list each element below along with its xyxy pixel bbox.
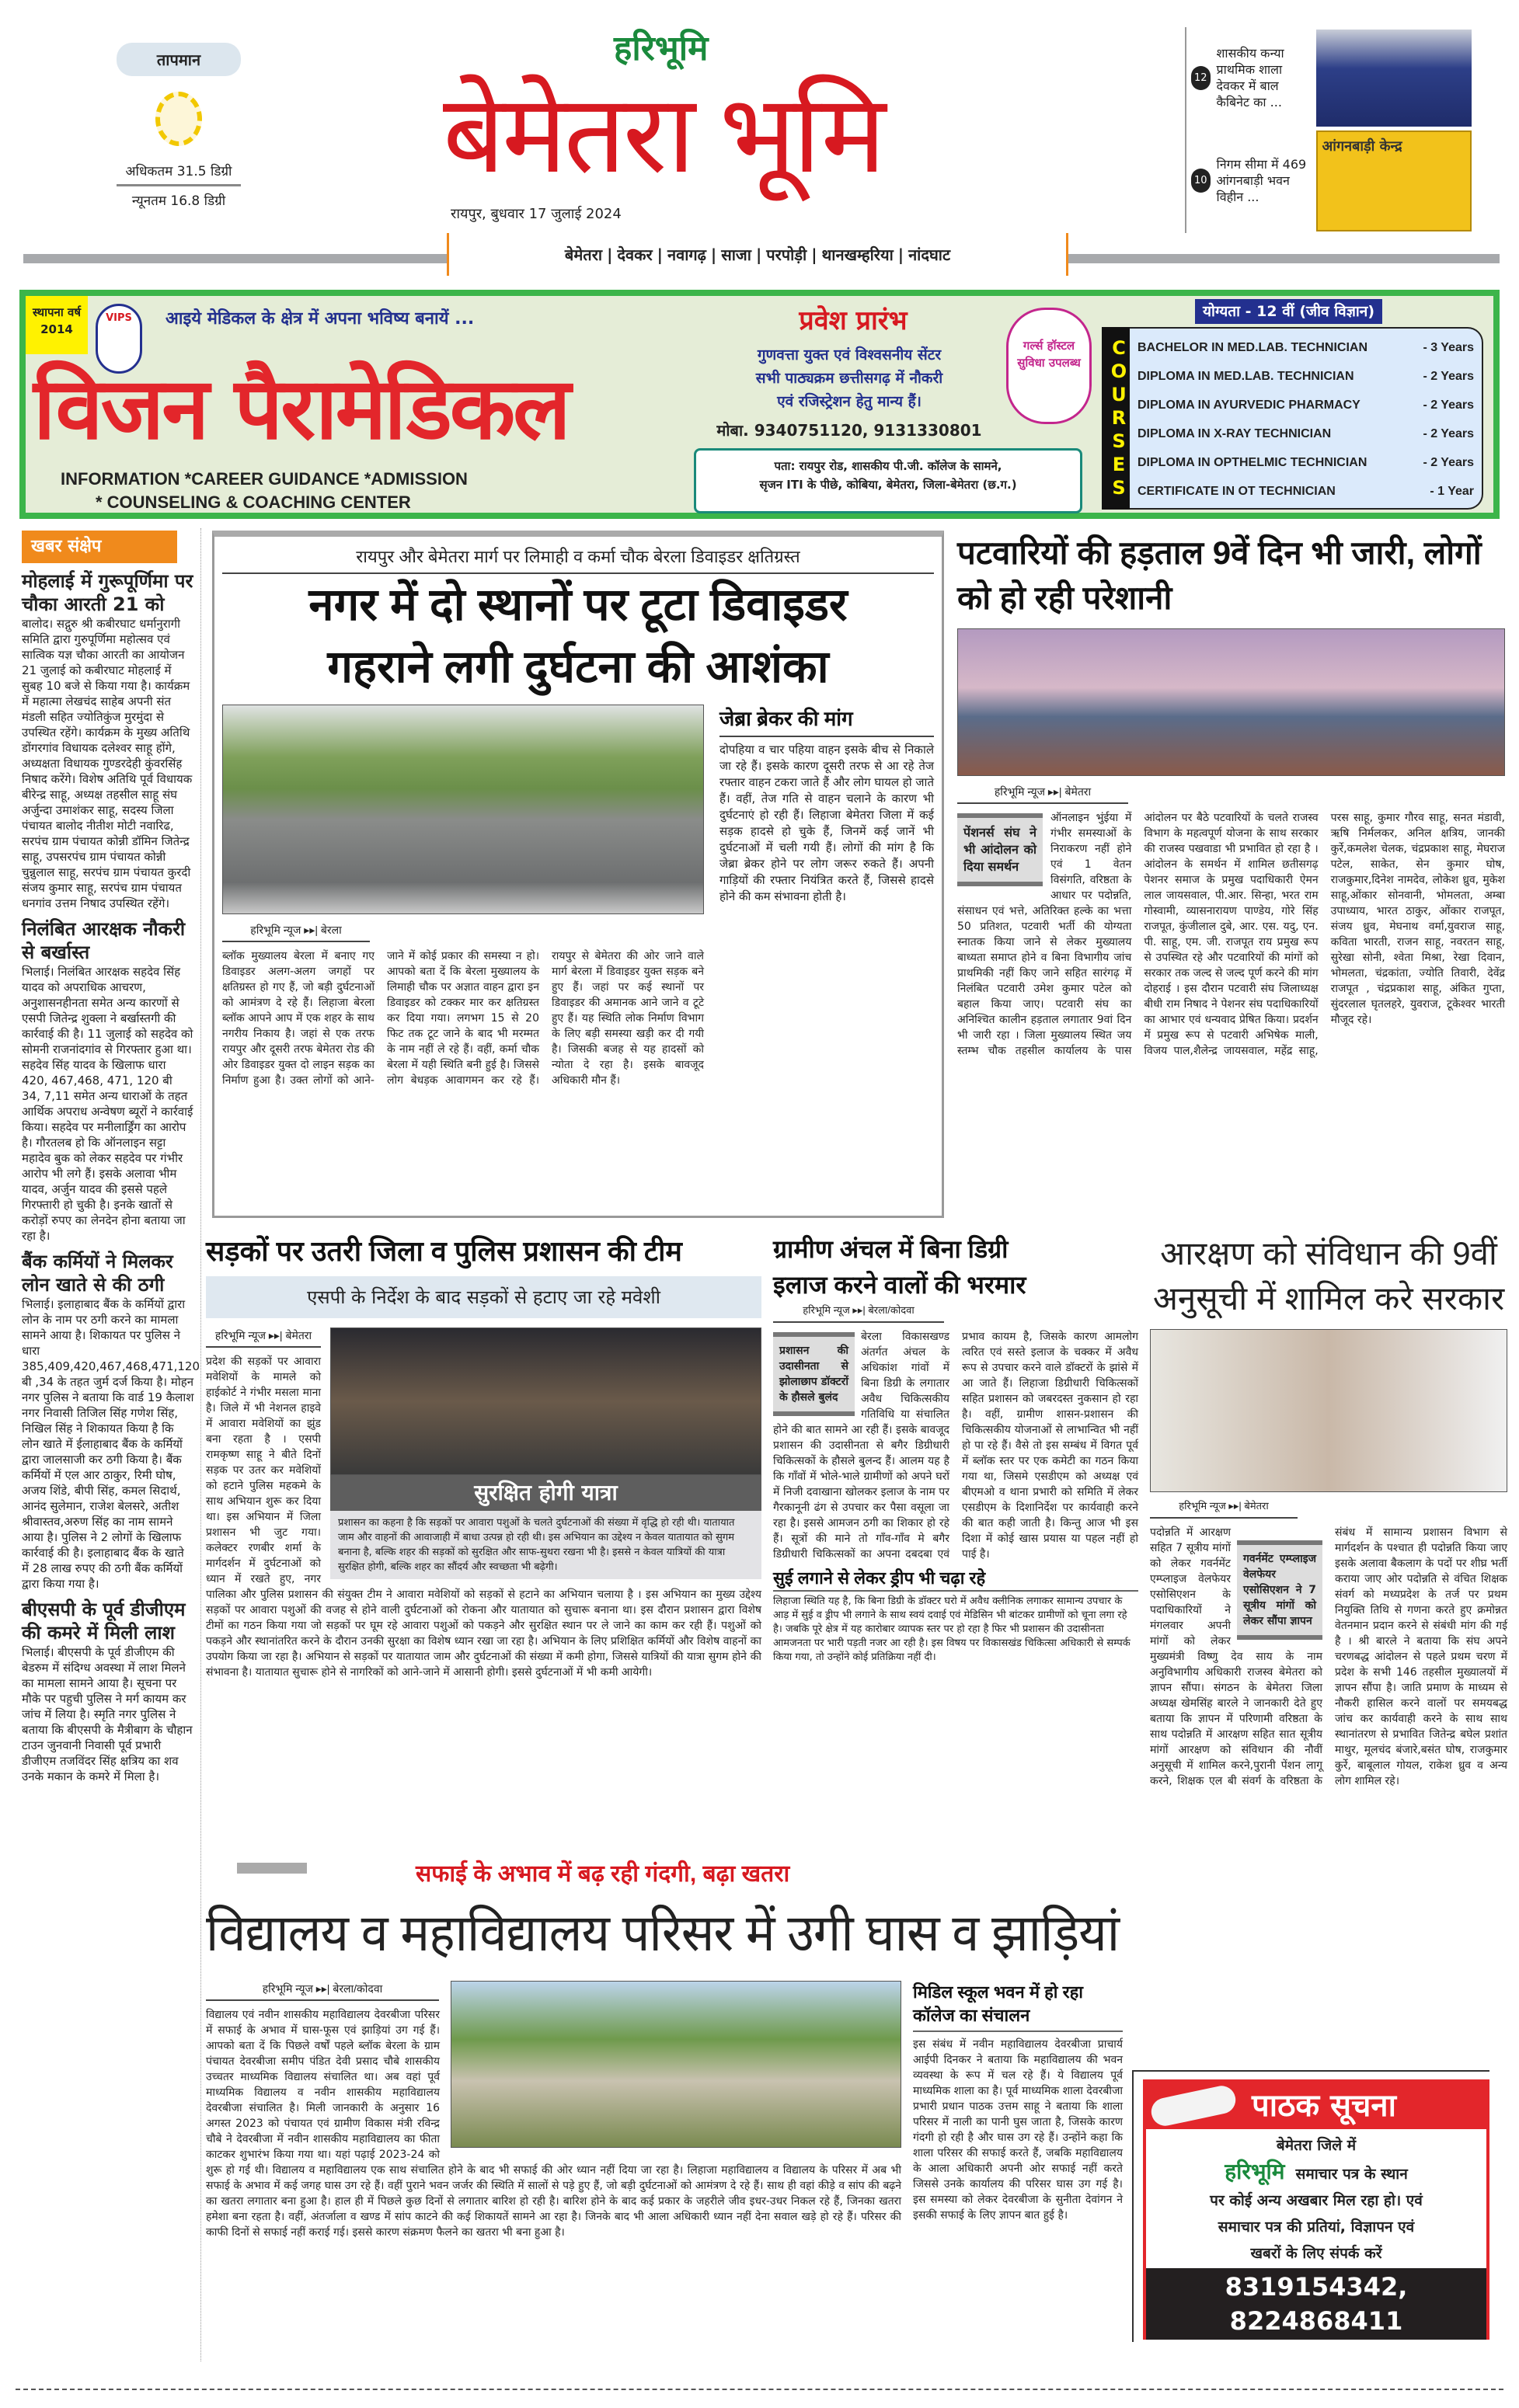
ad-phone: मोबा. 9340751120, 9131330801	[716, 421, 982, 440]
info-box: प्रशासन का कहना है कि सड़कों पर आवारा पशुओं के चलते दुर्घटनाओं की संख्या में वृद्धि हो रही थी। यातायात जाम और वाहनों की आवाजाही में बाधा उत्पन्न हो रही थी। इस अभियान का उद्देश्य न केवल यातायात को सुगम बनाना है, बल्कि शहर की सड़कों को सुरक्षित और साफ-सुथरा रखना भी है। इससे न केवल यात्रियों की यात्रा सुरक्षित होगी, बल्कि शहर का सौंदर्य और स्वच्छता भी बढ़ेगी।	[330, 1511, 761, 1579]
course-name: DIPLOMA IN MED.LAB. TECHNICIAN	[1138, 370, 1354, 383]
course-name: DIPLOMA IN X-RAY TECHNICIAN	[1138, 427, 1332, 440]
story-text: विद्यालय एवं नवीन शासकीय महाविद्यालय देवरबीजा परिसर में सफाई के अभाव में घास-फूस एवं झाड़ियां उग गई हैं। आपको बता दें कि पिछले वर्षों पहले ब्लॉक बेरला के ग्राम पंचायत देवरबीजा समीप पंडित देवी प्रसाद चौबे शासकीय उच्चतर माध्यमिक विद्यालय संचालित था। अब वहां पूर्व माध्यमिक विद्यालय व नवीन शासकीय महाविद्यालय देवरबीजा संचालित है। मिली जानकारी के अनुसार 16 अगस्त 2023 को पंचायत एवं ग्रामीण विकास मंत्री रविन्द्र चौबे ने देवरबीजा में नवीन शासकीय महाविद्यालय का फीता काटकर शुभारंभ किया गया था। यहां पढ़ाई 2023-24 को शुरू हो गई थी। विद्यालय व महाविद्यालय एक साथ संचालित होने के बाद भी सफाई की ओर ध्यान नहीं दिया जा रहा है। लिहाजा महाविद्यालय व विद्यालय के परिसर में अब भी सफाई के अभाव में कई जगह घास उग रहे हैं। वहीं पुराने भवन जर्जर की स्थिति में सालों से पड़े हुए हैं, जो बड़ी दुर्घटनाओं को आमंत्रण दे रहे हैं। साथ ही वहां कीड़े व सांप की बढ़ने का खतरा लगातार बना हुआ है। हाल ही में पिछले कुछ दिनों से लगातार बारिश हो रही है। बारिश होने के बाद कई प्रकार के जहरीले जीव इधर-उधर निकल रहे हैं, जिनका खतरा हमेशा बना रहता है। वहीं, अंतर्जाला व खण्ड में सांप काटने की कई शिकायतें सामने आ रहा है। जिनके बाद भी आला अधिकारी ध्यान नहीं देना सवाल खड़े हो रहे हैं। परिसर की काफी दिनों से सफाई नहीं कराई गई। इससे कारण संक्रमण फैलने का खतरा भी बना हुआ है।	[206, 2009, 901, 2239]
edition-places	[447, 233, 1068, 276]
brief-text: भिलाई। निलंबित आरक्षक सहदेव सिंह यादव को अपराधिक आचरण, अनुशासनहीनता समेत अन्य कारणों से एसपी जितेन्द्र शुक्ला ने बर्खास्तगी की कार्रवाई की है। 11 जुलाई को सहदेव को सोमनी राजनांदगांव से गिरफ्तार हुआ था। सहदेव सिंह यादव के खिलाफ धारा 420, 467,468, 471, 120 बी 34, 7,11 समेत अन्य धाराओं के तहत आर्थिक अपराध अन्वेषण ब्यूरों ने कार्रवाई किया। सहदेव पर मनीलार्ड्रिंग का आरोप है। गौरतलब हो कि ऑनलाइन सट्टा महादेव बुक को लेकर सहदेव पर गंभीर आरोप भी लगे हैं। इसके अलावा भीम यादव, अर्जुन यादव की इससे पहले गिरफ्तारी हो चुकी है। इनके खातों से करोड़ों रुपए का लेनदेन होना बताया जा रहा है।	[22, 965, 193, 1243]
byline: हरिभूमि न्यूज ▸▸| बेमेतरा	[1150, 1498, 1298, 1519]
weather-label: तापमान	[117, 43, 241, 76]
brief-text: भिलाई। बीएसपी के पूर्व डीजीएम की बेडरुम में संदिग्ध अवस्था में लाश मिलने का मामला सामने आया है। सूचना पर मौके पर पहुची पुलिस ने मर्ग कायम कर जांच में लिया है। स्मृति नगर पुलिस ने बताया कि बीएसपी के मैत्रीबाग के चौहान टाउन जुनवानी निवासी पूर्व प्रभारी डीजीएम तजविंदर सिंह क्षत्रिय का शव उनके मकान के कमरे में मिला है।	[22, 1645, 193, 1783]
teaser-box	[1185, 27, 1507, 233]
protest-photo	[957, 628, 1505, 776]
story-kicker: रायपुर और बेमेतरा मार्ग पर लिमाही व कर्मा चौक बेरला डिवाइडर क्षतिग्रस्त	[222, 545, 934, 574]
teaser-text: शासकीय कन्या प्राथमिक शाला देवकर में बाल कैबिनेट का ...	[1216, 46, 1284, 110]
notice-line1: बेमेतरा जिले में	[1276, 2137, 1357, 2154]
brief-item	[22, 569, 194, 911]
pull-quote: प्रशासन की उदासीनता से झोलाछाप डॉक्टरों के हौसले बुलंद	[773, 1332, 855, 1416]
brief-item	[22, 1250, 200, 1592]
story-text: प्रदेश की सड़कों पर आवारा मवेशियों के मामले को हाईकोर्ट ने गंभीर मसला माना है। जिले में भी नेशनल हाइवे में आवारा मवेशियों का झुंड बना रहता है । एसपी रामकृष्ण साहू ने बीते दिनों सड़क पर उतर कर मवेशियों को हटाने पुलिस महकमे के साथ अभियान शुरू कर दिया था। इस अभियान में जिला प्रशासन भी जुट गया। कलेक्टर रणबीर शर्मा के मार्गदर्शन में दुर्घटनाओं को ध्यान में रखते हुए, नगर पालिका और पुलिस प्रशासन की संयुक्त टीम ने आवारा मवेशियों को सड़कों से हटाने का अभियान चलाया है । इस अभियान का मुख्य उद्देश्य सड़कों पर आवारा पशुओं की वजह से होने वाली दुर्घटनाओं को रोकना और यातायात को सुचारू बनाना था। इस दौरान प्रशासन द्वारा विशेष टीमों का गठन किया गया जो सड़कों पर घूम रहे आवारा पशुओं को पकड़ने और सुरक्षित स्थान पर ले जाने का काम कर रही हैं। पशुओं को पकड़ने और स्थानांतरित करने के दौरान उनकी सुरक्षा का विशेष ध्यान रखा जा रहा है। अभियान के लिए प्रशिक्षित कर्मियों और विशेष वाहनों का उपयोग किया जा रहा है। अभियान से सड़कों पर यातायात जाम और दुर्घटनाओं की संख्या में कमी होगा, जिससे यात्रियों की यात्रा सुगम होने की संभावना है। यातायात सुचारू होने से नागरिकों को आने-जाने में आसानी होगी। इससे दुर्घटनाओं में भी कमी आयेगी।	[206, 1355, 761, 1679]
reader-notice	[1132, 2070, 1489, 2342]
sub-headline: सुई लगाने से लेकर ड्रीप भी चढ़ा रहे	[773, 1567, 1138, 1592]
sun-icon	[155, 92, 202, 146]
quack-doctors-story	[773, 1231, 1138, 1665]
haribhoomi-logo: हरिभूमि	[1225, 2159, 1285, 2184]
dateline: रायपुर, बुधवार 17 जुलाई 2024	[451, 206, 622, 222]
courses-list	[1130, 327, 1483, 510]
courses-vertical-label: COURSES	[1102, 327, 1130, 510]
brief-headline: निलंबित आरक्षक नौकरी से बर्खास्त	[22, 918, 186, 963]
story-headline: आरक्षण को संविधान की 9वीं अनुसूची में शामिल करे सरकार	[1152, 1235, 1505, 1317]
institute-name: विजन पैरामेडिकल	[33, 359, 569, 458]
byline: हरिभूमि न्यूज ▸▸| बेरला/कोदवा	[773, 1303, 944, 1323]
separator: |	[897, 245, 904, 264]
story-headline-2: गहराने लगी दुर्घटना की आशंका	[327, 642, 829, 692]
course-duration: - 2 Years	[1423, 398, 1474, 412]
brief-headline: मोहलाई में गुरूपूर्णिमा पर चौका आरती 21 को	[22, 570, 193, 615]
masthead	[443, 27, 1096, 229]
brief-text: भिलाई। इलाहाबाद बैंक के कर्मियों द्वारा लोन के नाम पर ठगी करने का मामला सामने आया है। शिकायत पर पुलिस ने धारा 385,409,420,467,468,471,120 बी ,34 के तहत जुर्म दर्ज किया है। मोहन नगर पुलिस ने बताया कि वार्ड 19 कैलाश नगर निवासी तिजिल सिंह गणेश सिंह, निखिल सिंह ने शिकायत किया है कि लोन खाते में ईलाहाबाद बैंक के कर्मियों द्वारा जालसाजी कर ठगी किया है। बैंक कर्मियों में एल आर ठाकुर, रिमी घोष, अजय शिंडे, बीपी सिंह, कमल सिदार्थ, आनंद सुलेमान, राजेश बेलसरे, अतीश श्रीवास्तव,अरुण सिंह का नाम सामने आया है। पुलिस ने 2 लोगों के खिलाफ कार्रवाई की है। इलाहाबाद बैंक के खाते में 28 लाख रुपए की ठगी बैंक कर्मियों द्वारा किया गया है।	[22, 1297, 200, 1591]
address-line2: सृजन ITI के पीछे, कोबिया, बेमेतरा, जिला-बेमेतरा (छ.ग.)	[759, 478, 1017, 492]
separator: |	[657, 245, 663, 264]
sidebar-text: दोपहिया व चार पहिया वाहन इसके बीच से निकाले जा रहे हैं। इसके कारण दूसरी तरफ से आ रहे तेज रफ्तार वाहन टकरा जाते हैं और लोग घायल हो जाते हैं। वहीं, तेज गति से वाहन चलाने के कारण भी दुर्घटनाएं हो रही हैं। लिहाजा बेमेतरा जिला में कई सड़क हादसे हो चुके हैं, जिनमें कई जानें भी दुर्घटनाओं में चली गयी हैं। लोगों की मांग है कि जेब्रा ब्रेकर होने पर लोग जरूर रुकते हैं। अपनी गाड़ियों की रफ्तार नियंत्रित करते हैं, जिससे हादसे होने की कम संभावना होती है।	[719, 743, 934, 903]
story-text	[957, 810, 1505, 1059]
hostel-badge: गर्ल्स हॉस्टल सुविधा उपलब्ध	[1006, 308, 1092, 424]
edition-place: देवकर	[617, 245, 653, 264]
byline: हरिभूमि न्यूज ▸▸| बेरला	[222, 922, 370, 942]
story-kicker: सफाई के अभाव में बढ़ रही गंदगी, बढ़ा खतरा	[416, 1861, 790, 1887]
ad-quality: गुणवत्ता युक्त एवं विश्वसनीय सेंटर	[757, 346, 942, 364]
brand-logo: हरिभूमि	[614, 30, 709, 68]
teaser-text: निगम सीमा में 469 आंगनबाड़ी भवन विहीन ...	[1216, 157, 1307, 204]
course-name: DIPLOMA IN OPTHELMIC TECHNICIAN	[1138, 456, 1367, 469]
course-name: CERTIFICATE IN OT TECHNICIAN	[1138, 485, 1336, 498]
course-duration: - 2 Years	[1423, 456, 1474, 469]
story-headline-2: इलाज करने वालों की भरमार	[773, 1271, 1026, 1299]
story-headline: विद्यालय व महाविद्यालय परिसर में उगी घास व झाड़ियां	[206, 1904, 1120, 1961]
services-line1: INFORMATION *CAREER GUIDANCE *ADMISSION	[61, 469, 468, 489]
teaser-1[interactable]	[1186, 27, 1507, 128]
est-badge: स्थापना वर्ष 2014	[26, 296, 88, 354]
cattle-drive-photo	[330, 1328, 761, 1475]
admission-open: प्रवेश प्रारंभ	[799, 305, 908, 336]
course-row	[1138, 333, 1474, 362]
separator: |	[755, 245, 762, 264]
eligibility: योग्यता - 12 वीं (जीव विज्ञान)	[1195, 299, 1382, 324]
notice-phones[interactable]: 8319154342, 8224868411	[1146, 2268, 1486, 2340]
sub-text: लिहाजा स्थिति यह है, कि बिना डिग्री के डॉक्टर घरो में अवैध क्लीनिक लगाकर सामान्य उपचार के आड़ में सुई व ड्रीप भी लगाने के साथ स्वयं दवाई एवं मेडिसिन भी बांटकर ग्रामीणों को चूना लगा रहे है। जबकि पूरे क्षेत्र में यह कारोबार व्यापक स्तर पर हो रहा है फिर भी प्रशासन की उदासीनता आमजनता पर भारी पड़ती नजर आ रही है। इस विषय पर विकासखंड चिकित्सा अधिकारी से सम्पर्क किया गया, तो उन्होंने कोई प्रतिक्रिया नहीं दी।	[773, 1595, 1131, 1663]
notice-line2: समाचार पत्र के स्थान	[1295, 2166, 1408, 2183]
story-text-content: पदोन्नति में आरक्षण सहित 7 सूत्रीय मांगों को लेकर गवर्नमेंट एम्प्लाइज वेलफेयर एसोसिएशन के पदाधिकारियों ने मंगलवार अपनी मांगों को लेकर मुख्यमंत्री विष्णु देव साय के नाम अनुविभागीय अधिकारी राजस्व बेमेतरा को ज्ञापन सौंपा। संगठन के बेमेतरा जिला अध्यक्ष खेमसिंह बारले ने जानकारी देते हुए बताया कि ज्ञापन में परिणामी वरिष्ठता के साथ पदोन्नति में आरक्षण सहित सात सूत्रीय मांगों आरक्षण को संविधान की नौवीं अनुसूची में शामिल करने,पुरानी पेंशन लागू करने, शिक्षक एल बी संवर्ग के वरिष्ठता के संबंध में सामान्य प्रशासन विभाग से मार्गदर्शन के पश्चात ही पदोन्नति किया जाए इसके अलावा बैकलाग के पदों पर शीघ्र भर्ती कराया जाए ओर पदोन्नति से वंचित शिक्षक संवर्ग को मध्यप्रदेश के तर्ज पर प्रथम नियुक्ति तिथि से गणना करते हुए क्रमोन्नत वेतनमान प्रदान करने से संबंधी मांग की गई है । श्री बारले ने बताया कि संघ अपने चरणबद्ध आंदोलन से पहले प्रथम चरण में प्रदेश के सभी 146 तहसील मुख्यालयों में ज्ञापन सौंपा है। जाति प्रमाण के माध्यम से नौकरी हासिल करने वालों पर समयबद्ध जांच कर कार्यवाही करने के साथ साथ स्थानांतरण से प्रभावित जितेन्द्र बघेल प्रशांत माथुर, मूलचंद बंजारे,बसंत घोष, राजकुमार कुर्रे, बाबूलाल गोयल, राकेश ध्रुव व अन्य लोग शामिल रहे।	[1150, 1526, 1507, 1787]
edition-place: थानखम्हरिया	[821, 245, 894, 264]
story-text-content: ऑनलाइन भुंईया में गंभीर समस्याओं के निराकरण नहीं होने एवं 1 वेतन विसंगति, वरिष्ठता के आधार पर पदोन्नति, संसाधन एवं भत्ते, अतिरिक्त हल्के का भत्ता 50 प्रतिशत, पटवारी भर्ती की योग्यता स्नातक किया जाने से लेकर मुख्यालय बाध्यता समाप्त होने व बिना विभागीय जांच प्राथमिकी नहीं किए जाने सहित सारंगढ़ में निलंबित पटवारी उमेश कुमार पटेल को बहाल किया जाए। पटवारी संघ का अनिश्चित कालीन हड़ताल लगातार 9वां दिन भी जारी रहा । जिला मुख्यालय स्थित जय स्तम्भ चौक तहसील कार्यालय के पास आंदोलन पर बैठे पटवारियों के चलते राजस्व विभाग के महत्वपूर्ण योजना के साथ सरकार की राजस्व पखवाडा भी प्रभावित हो रहा है । आंदोलन के समर्थन में शामिल छतीसगढ़ पेशनर समाज के प्रमुख पदाधिकारी ऐमन लाल जायसवाल, पी.आर. सिन्हा, भरत राम गोस्वामी, व्यासनारायण पाण्डेय, गोरे सिंह राजपूत, कुंजीलाल दुबे, आर. एस. यदु, एन. पी. साहू, एम. जी. राजपूत राय प्रमुख रूप से उपस्थित रहे और पटवारियों की मांगों को सरकार तक जल्द से जल्द पूर्ण करने की मांग दोहराई । इस दौरान पटवारी संघ जिलाध्यक्ष बीधी राम निषाद ने पेशनर संघ पदाधिकारियों का आभार एवं धन्यवाद प्रेषित किया। प्रदर्शन में प्रमुख रूप से पटवारी अभिषेक माली, विजय पाल,शैलेन्द्र जायसवाल, महेंद्र साहू, परस साहू, कुमार गौरव साहू, सनत मंडावी, ऋषि निर्मलकर, अनिल क्षत्रिय, जानकी कुर्रे,कमलेश चेलक, चंद्रप्रकाश साहू, मेघराज पटेल, साकेत, सेन कुमार घोष, राजकुमार,दिनेश नामदेव, लोकेश ध्रुव, मुकेश साहू,ओंकार सोनवानी, भोमलता, अम्बा उपाध्याय, भारत ठाकुर, ओंकार राजपूत, संजय ध्रुव, मेघनाथ वर्मा,युवराज साहू, कविता भारती, राजन साहू, नवरतन साहू, सुरेखा सोनी, श्वेता मिश्रा, रेखा दिवान, भोमलता, चंद्रकांता, ज्योति तिवारी, देवेंद्र राजपूत , चंद्रप्रकाश साहू, अंकित गुप्ता, सुंदरलाल घृतलहरे, युवराज, टूकेश्वर भारती मौजूद रहे।	[957, 812, 1505, 1057]
sub-text: इस संबंध में नवीन महाविद्यालय देवरबीजा प्राचार्य आईपी दिनकर ने बताया कि महाविद्यालय की भवन व्यवस्था के रूप में चल रहे हैं। ये विद्यालय पूर्व माध्यमिक शाला का है। पूर्व माध्यमिक शाला देवरबीजा प्रभारी प्रधान पाठक उत्तम साहू ने बताया कि शाला परिसर में नाली का पानी घुस जाता है, जिसके कारण गंदगी हो रही है और घास उग रहे हैं। उन्होंने कहा कि शाला परिसर की सफाई करते हैं, जबकि महाविद्यालय के आला अधिकारी अपनी ओर सफाई नहीं करते जिससे उनके कार्यालय की परिसर घास उग गई है। इस समस्या को लेकर देवरबीजा के सुनीता देवांगन ने इसकी सफाई के लिए ज्ञापन बात हुई है।	[913, 2038, 1123, 2222]
brief-item	[22, 1598, 194, 1784]
story-headline-1: नगर में दो स्थानों पर टूटा डिवाइडर	[308, 579, 848, 630]
course-name: DIPLOMA IN AYURVEDIC PHARMACY	[1138, 398, 1360, 412]
briefs-label: खबर संक्षेप	[22, 531, 177, 563]
edition-place: साजा	[721, 245, 751, 264]
course-duration: - 3 Years	[1423, 341, 1474, 354]
course-row	[1138, 362, 1474, 391]
newspaper-title: बेमेतरा भूमि	[443, 73, 883, 195]
teaser-photo: आंगनबाड़ी केन्द्र	[1316, 130, 1472, 231]
story-body	[222, 922, 704, 1088]
notice-line3: पर कोई अन्य अखबार मिल रहा हो। एवं	[1210, 2192, 1423, 2209]
story-text	[773, 1329, 1138, 1562]
address-line1: पता: रायपुर रोड, शासकीय पी.जी. कॉलेज के सामने,	[774, 459, 1002, 473]
notice-title: पाठक सूचना	[1252, 2088, 1396, 2124]
patwari-strike-story	[957, 531, 1505, 1059]
course-duration: - 2 Years	[1423, 427, 1474, 440]
teaser-2[interactable]	[1186, 128, 1507, 233]
pull-quote: पेंशनर्स संघ ने भी आंदोलन को दिया समर्थन	[957, 813, 1043, 886]
edition-place: नवागढ़	[667, 245, 706, 264]
story-text	[1150, 1525, 1507, 1789]
byline: हरिभूमि न्यूज ▸▸| बेरला/कोदवा	[206, 1981, 439, 2001]
overgrown-campus-photo	[451, 1981, 901, 2148]
reservation-story	[1150, 1231, 1507, 1789]
brief-item	[22, 917, 194, 1244]
vips-logo: VIPS	[96, 304, 142, 374]
news-briefs-column	[22, 531, 200, 1784]
services-line2: * COUNSELING & COACHING CENTER	[96, 492, 411, 512]
weather-box	[117, 43, 241, 229]
brief-headline: बैंक कर्मियों ने मिलकर लोन खाते से की ठगी	[22, 1251, 173, 1296]
vision-paramedical-ad	[19, 290, 1500, 519]
story-headline: सड़कों पर उतरी जिला व पुलिस प्रशासन की टीम	[206, 1235, 682, 1267]
course-name: BACHELOR IN MED.LAB. TECHNICIAN	[1138, 341, 1367, 354]
separator: |	[607, 245, 613, 264]
byline: हरिभूमि न्यूज ▸▸| बेमेतरा	[957, 784, 1128, 804]
story-subhead: एसपी के निर्देश के बाद सड़कों से हटाए जा रहे मवेशी	[206, 1276, 761, 1318]
course-row	[1138, 419, 1474, 448]
separator: |	[710, 245, 717, 264]
photo-caption: सुरक्षित होगी यात्रा	[330, 1475, 761, 1511]
school-grass-story	[206, 1856, 1123, 2240]
course-duration: - 2 Years	[1423, 370, 1474, 383]
course-row	[1138, 477, 1474, 506]
notice-line4: समाचार पत्र की प्रतियां, विज्ञापन एवं	[1218, 2218, 1415, 2236]
divider-story	[212, 531, 944, 1218]
brief-headline: बीएसपी के पूर्व डीजीएम की कमरे में मिली लाश	[22, 1599, 186, 1644]
cattle-removal-story	[206, 1231, 761, 1680]
story-headline: पटवारियों की हड़ताल 9वें दिन भी जारी, लोगों को हो रही परेशानी	[957, 534, 1482, 616]
zebra-sidebar	[719, 705, 934, 1088]
separator: |	[811, 245, 817, 264]
footer-rule	[16, 2389, 1503, 2390]
story-headline-1: ग्रामीण अंचल में बिना डिग्री	[773, 1235, 1009, 1263]
memorandum-photo	[1150, 1329, 1507, 1492]
course-duration: - 1 Year	[1430, 485, 1474, 498]
ad-tagline: आइये मेडिकल के क्षेत्र में अपना भविष्य बनायें ...	[165, 309, 475, 329]
kicker-arrow-icon	[237, 1863, 307, 1874]
sub-headline: मिडिल स्कूल भवन में हो रहा कॉलेज का संचालन	[913, 1981, 1123, 2032]
course-row	[1138, 391, 1474, 419]
edition-place: बेमेतरा	[564, 245, 603, 264]
story-text-content: बेरला विकासखण्ड अंतर्गत अंचल के अधिकांश गांवों में बिना डिग्री के लगातार अवैध चिकित्सकीय गतिविधि या संचालित होने की बात सामने आ रही हैं। इसके बावजूद प्रशासन की उदासीनता से बगैर डिग्रीधारी चिकित्सकों के हौसले बुलन्द हैं। आलम यह है कि गाँवों में भोले-भाले ग्रामीणों को अपने घरों में निजी दवाखाना खोलकर इलाज के नाम पर गैरकानूनी ढंग से उपचार कर पैसा वसूला जा रहा है। इससे आमजन ठगी का शिकार हो रहे हैं। सूत्रों की माने तो गाँव-गाँव मे बगैर डिग्रीधारी चिकित्सकों का अपना दबदबा एवं प्रभाव कायम है, जिसके कारण आमलोग त्वरित एवं सस्ते इलाज के चक्कर में अवैध रूप से उपचार करने वाले डॉक्टरों के झांसे में आ जाते हैं। लिहाजा डिग्रीधारी चिकित्सकों सहित प्रशासन को जबरदस्त नुकसान हो रहा है। वहीं, ग्रामीण शासन-प्रशासन की चिकित्सकीय योजनाओं से लाभान्वित भी नहीं हो पा रहे हैं। वैसे तो इस सम्बंध में विगत पूर्व में ब्लॉक स्तर पर एक कमेटी का गठन किया गया था, जिसमे एसडीएम को अध्यक्ष एवं बीएमओ व थाना प्रभारी को समिति में लेकर एसडीएम के दिशानिर्देश पर कार्यवाही करने की बात कही जाती है। किन्तु आज भी इस दिशा में कोई खास प्रयास या पहल नहीं हो पाई है।	[773, 1331, 1138, 1561]
sidebar-title: जेब्रा ब्रेकर की मांग	[719, 705, 934, 737]
newspaper-roll-icon	[1148, 2083, 1238, 2128]
min-temp: न्यूनतम 16.8 डिग्री	[131, 193, 226, 209]
byline: हरिभूमि न्यूज ▸▸| बेमेतरा	[206, 1328, 321, 1348]
course-row	[1138, 448, 1474, 477]
page-badge: 12	[1191, 66, 1211, 90]
edition-place: परपोड़ी	[766, 245, 807, 264]
brief-text: बालोद। सद्गुरु श्री कबीरघाट धर्मानुरागी समिति द्वारा गुरुपूर्णिमा महोत्सव एवं सात्विक यज्ञ चौका आरती का आयोजन 21 जुलाई को कबीरघाट मोहलाई में सुबह 10 बजे से किया गया है। कार्यक्रम में महात्मा लेखचंद साहेब अपनी संत मंडली सहित ज्योतिकुंज मुरमुंदा से उपस्थित रहेंगे। कार्यक्रम के मुख्य अतिथि डोंगरगांव विधायक दलेश्वर साहू होंगे, अध्यक्षता विधायक गुण्डरदेही कुंवरसिंह निषाद करेंगे। विशेष अतिथि पूर्व विधायक बीरेन्द्र साहू, अध्यक्ष तहसील साहू संघ अर्जुन्दा उमाशंकर साहू, सदस्य जिला पंचायत बालोद नीतीश मोटी नवारिढ, सरपंच ग्राम पंचायत कोन्नी डॉमिन जितेन्द्र साहू, उपसरपंच ग्राम पंचायत कोन्नी चुन्नुलाल साहू, सरपंच ग्राम पंचायत कुरदी संजय कुमार साहू, सरपंच ग्राम पंचायत धनगांव उत्तम निषाद उपस्थित रहेंगे।	[22, 617, 193, 910]
ad-jobs: सभी पाठ्यक्रम छत्तीसगढ़ में नौकरी	[755, 370, 943, 387]
max-temp: अधिकतम 31.5 डिग्री	[117, 162, 241, 186]
page-badge: 10	[1191, 169, 1211, 193]
ad-registration: एवं रजिस्ट्रेशन हेतु मान्य हैं।	[777, 393, 922, 410]
broken-divider-photo	[222, 705, 704, 914]
story-text: ब्लॉक मुख्यालय बेरला में बनाए गए डिवाइडर अलग-अलग जगहों पर क्षतिग्रस्त हो गए हैं, जो बड़ी दुर्घटनाओं को आमंत्रण दे रहे हैं। लिहाजा बेरला ब्लॉक आपने आप में एक शहर के साथ नगरीय निकाय है। जहां से एक तरफ रायपुर और दूसरी तरफ बेमेतरा रोड की ओर डिवाइडर युक्त दो लाइन सड़क का निर्माण हुआ है। उक्त लोगों को आने-जाने में कोई प्रकार की समस्या न हो। आपको बता दें कि बेरला मुख्यालय के लिमाही चौक पर अज्ञात वाहन द्वारा इन डिवाइडर को टक्कर मार कर क्षतिग्रस्त कर दिया गया। लगभग 15 से 20 फिट तक टूट जाने के बाद भी मरम्मत के नाम नहीं ले रहे हैं। वहीं, कर्मा चौक बेरला में यही स्थिति बनी हुई है। जिससे लोग बेधड़क आवागमन कर रहे हैं। रायपुर से बेमेतरा की ओर जाने वाले मार्ग बेरला में डिवाइडर युक्त सड़क बने हुए हैं। जहां पर कई स्थानों पर डिवाइडर की अमानक आने जाने व टूटे हुए हैं। यह स्थिति लोक निर्माण विभाग के लिए बड़ी समस्या खड़ी कर दी गयी है। जिसकी बजह से यह हादसों को न्योता दे रहा है। इसके बावजूद अधिकारी मौन हैं।	[222, 950, 704, 1087]
ad-address	[694, 448, 1082, 513]
teaser-photo	[1316, 30, 1472, 127]
photo-group	[330, 1328, 761, 1579]
notice-line5: खबरों के लिए संपर्क करें	[1250, 2245, 1382, 2262]
pull-quote: गवर्नमेंट एम्प्लाइज वेलफेयर एसोसिएशन ने 7 सूत्रीय मांगों को लेकर सौंपा ज्ञापन	[1237, 1540, 1322, 1640]
edition-place: नांदघाट	[908, 245, 951, 264]
